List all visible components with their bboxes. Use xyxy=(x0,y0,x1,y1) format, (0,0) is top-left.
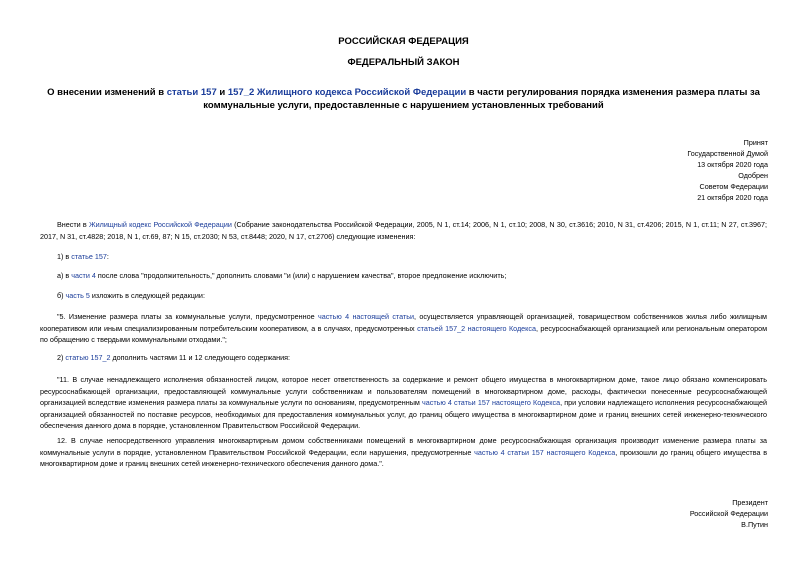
title-text: в части регулирования порядка изменения размера платы за коммунальные услуги, предоставленные с нарушением установленных требований xyxy=(203,87,760,111)
item-text: : xyxy=(106,252,109,261)
link-article-157[interactable]: статье 157 xyxy=(71,252,107,261)
item-text: а) в xyxy=(57,271,72,280)
adoption-line: 13 октября 2020 года xyxy=(697,160,768,169)
link-part-4-this-article[interactable]: частью 4 настоящей статьи xyxy=(317,312,415,321)
item-text: 1) в xyxy=(57,252,72,261)
intro-text: Внести в xyxy=(57,220,89,229)
title-link-article-157[interactable]: статьи 157 xyxy=(166,87,217,98)
title-link-housing-code[interactable]: 157_2 Жилищного кодекса Российской Федерации xyxy=(227,87,467,98)
link-article-157-2[interactable]: статьей 157_2 настоящего Кодекса xyxy=(417,323,536,333)
adoption-line: Советом Федерации xyxy=(699,182,768,191)
paragraph-text: 12. В случае непосредственного управления многоквартирным домом собственниками помещений в многоквартирном доме ресурсоснабжающая организация производит изменение размера платы за коммунальные услуги в порядке, установленном Правительством Российской Федерации, если нарушения, предусмотренные xyxy=(40,436,767,457)
signature-block xyxy=(560,497,768,530)
paragraph-text: "11. В случае ненадлежащего исполнения обязанностей лицом, которое несет ответственность за содержание и ремонт общего имущества в многоквартирном доме, такое лицо обязано компенсировать ресурсоснабжающей организации, предоставляющей коммунальные услуги собственникам и пользователям помещений в многоквартирном доме, расходы, фактически понесенные ресурсоснабжающей организацией вследствие изменения размера платы за коммунальные услуги по основаниям, предусмотренным xyxy=(40,375,767,408)
link-article-157-2[interactable]: статью 157_2 xyxy=(65,353,111,362)
adoption-line: Принят xyxy=(743,138,768,147)
paragraph-text: , осуществляется управляющей организацией, товариществом собственников жилья либо жилищным кооперативом или иным специализированным потребительским кооперативом, а в случаях, предусмотренных xyxy=(40,312,767,333)
item-1b xyxy=(40,290,767,302)
paragraph-text: , произошли до границ общего имущества в многоквартирном доме и границ внешних сетей инженерно-технического обеспечения данного дома.". xyxy=(40,447,768,469)
paragraph-text: "5. Изменение размера платы за коммунальные услуги, предусмотренное xyxy=(57,312,318,321)
item-2 xyxy=(40,352,767,364)
title-text: и xyxy=(216,87,228,98)
item-text: после слова "продолжительность," дополнить словами "и (или) с нарушением качества", второе предложение исключить; xyxy=(95,271,507,280)
link-part-5[interactable]: часть 5 xyxy=(65,291,90,300)
header-country: РОССИЙСКАЯ ФЕДЕРАЦИЯ xyxy=(338,36,469,47)
part-12-paragraph xyxy=(40,435,767,470)
header-doc-type: ФЕДЕРАЛЬНЫЙ ЗАКОН xyxy=(347,57,460,68)
adoption-line: 21 октября 2020 года xyxy=(697,193,768,202)
signature-line: Президент xyxy=(732,498,768,507)
link-part-4-article-157[interactable]: частью 4 статьи 157 настоящего Кодекса xyxy=(421,398,561,408)
item-text: дополнить частями 11 и 12 следующего содержания: xyxy=(110,353,290,362)
intro-text: (Собрание законодательства Российской Федерации, 2005, N 1, ст.14; 2006, N 1, ст.10; 2008, N 30, ст.3616; 2010, N 31, ст.4206; 2015, N 1, ст.11; N 27, ст.3967; 2017, N 31, ст.4828; 2018, N 1, ст.69, 87; N 15, ст.2030; N 53, ст.8448; 2020, N 17, ст.2706) следующие изменения: xyxy=(40,220,767,241)
part-5-paragraph xyxy=(40,311,767,346)
item-text: изложить в следующей редакции: xyxy=(89,291,205,300)
item-text: б) xyxy=(57,291,66,300)
part-11-paragraph xyxy=(40,374,767,432)
item-1a xyxy=(40,270,767,282)
adoption-block xyxy=(560,137,768,203)
paragraph-text: , ресурсоснабжающей организацией или региональным оператором по обращению с твердыми коммунальными отходами."; xyxy=(40,323,768,345)
paragraph-text: , при условии надлежащего исполнения ресурсоснабжающей организацией обязанностей по поставке ресурсов, необходимых для предоставления коммунальных услуг, до границ общего имущества в многоквартирном доме и границ внешних сетей инженерно-технического обеспечения данного дома в порядке, установленном Правительством Российской Федерации. xyxy=(40,398,768,431)
intro-paragraph xyxy=(40,219,767,242)
title-text: О внесении изменений в xyxy=(47,87,167,98)
item-text: 2) xyxy=(57,353,66,362)
signature-line: В.Путин xyxy=(741,520,768,529)
adoption-line: Государственной Думой xyxy=(687,149,768,158)
intro-link-housing-code[interactable]: Жилищный кодекс Российской Федерации xyxy=(88,220,232,229)
link-part-4-article-157[interactable]: частью 4 статьи 157 настоящего Кодекса xyxy=(474,447,616,457)
signature-line: Российской Федерации xyxy=(689,509,768,518)
item-1 xyxy=(40,251,767,263)
adoption-line: Одобрен xyxy=(738,171,768,180)
law-title xyxy=(40,86,767,112)
link-part-4[interactable]: части 4 xyxy=(71,271,96,280)
